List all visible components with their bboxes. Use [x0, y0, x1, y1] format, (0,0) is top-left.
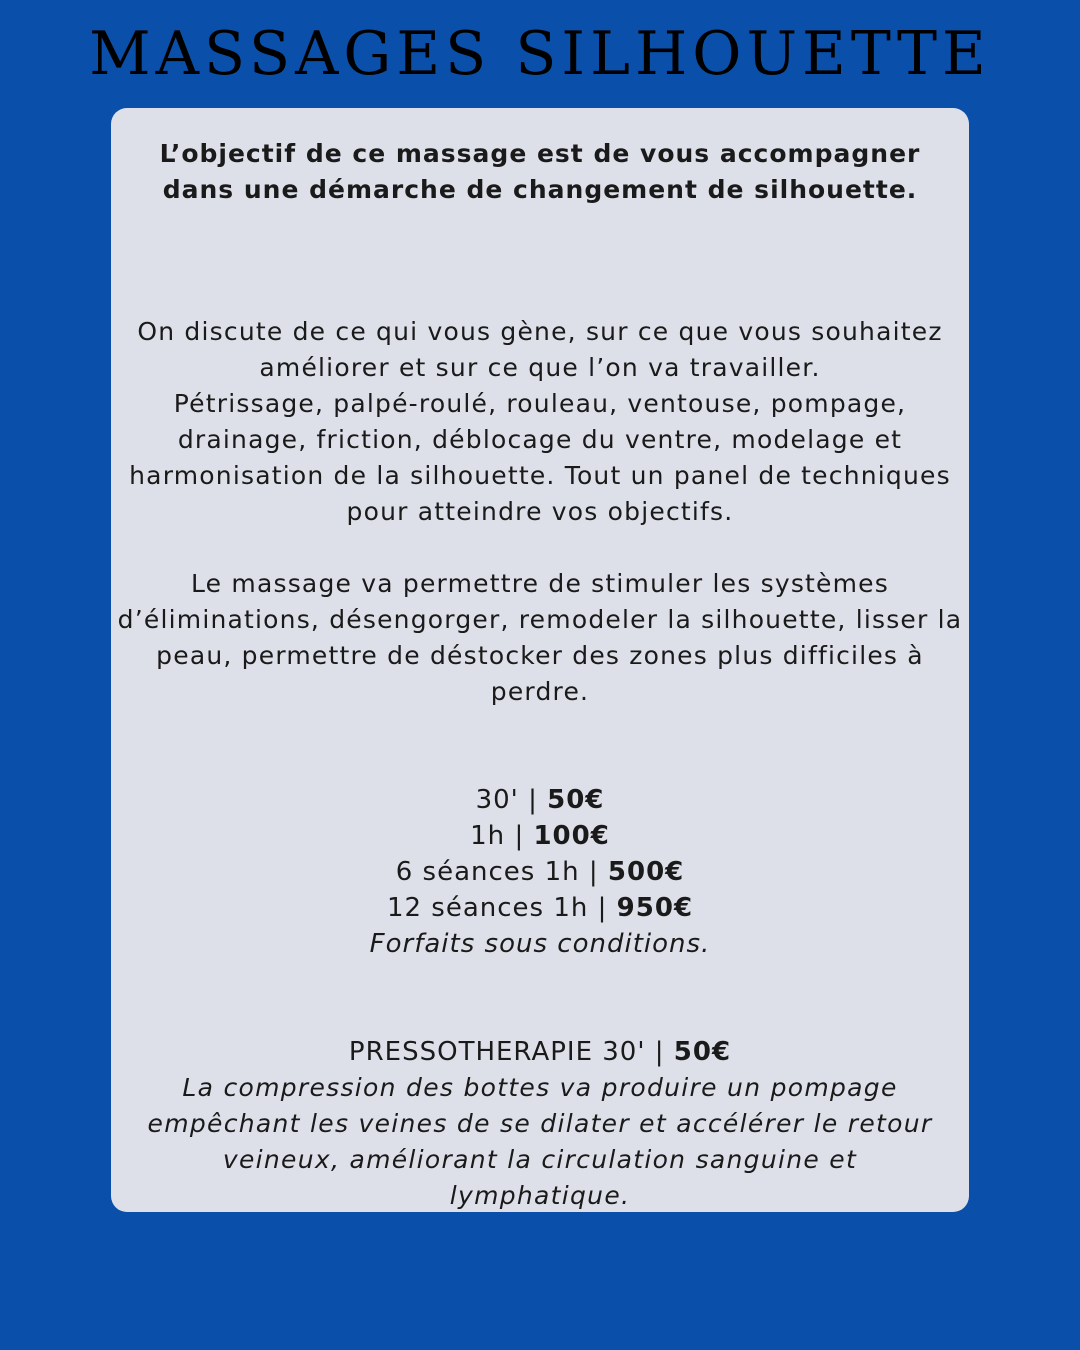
price-label: 6 séances 1h [395, 857, 580, 887]
description-line: perdre. [490, 677, 590, 706]
price-label: 12 séances 1h [386, 893, 589, 923]
price-row [111, 782, 969, 818]
description-line: peau, permettre de déstocker des zones plus difficiles à [156, 641, 924, 670]
price-row [111, 854, 969, 890]
price-amount: 100€ [533, 821, 610, 851]
description-benefits [111, 566, 969, 710]
description-techniques [111, 314, 969, 530]
page-title: MASSAGES SILHOUETTE [89, 19, 991, 89]
price-separator: | [597, 893, 608, 923]
price-amount: 950€ [616, 893, 694, 923]
description-line: On discute de ce qui vous gène, sur ce que vous souhaitez [137, 317, 943, 346]
price-amount: 500€ [607, 857, 685, 887]
price-separator: | [528, 785, 538, 815]
price-separator: | [654, 1037, 665, 1067]
price-amount: 50€ [547, 785, 605, 815]
content-card [111, 108, 969, 1212]
price-list [111, 782, 969, 962]
description-line: pour atteindre vos objectifs. [346, 497, 734, 526]
presso-line: veineux, améliorant la circulation sanguine et lymphatique. [222, 1145, 858, 1210]
presso-description [111, 1070, 969, 1214]
description-line: harmonisation de la silhouette. Tout un panel de techniques [129, 461, 951, 490]
price-row [111, 890, 969, 926]
price-separator: | [514, 821, 525, 851]
description-line: d’éliminations, désengorger, remodeler la silhouette, lisser la [117, 605, 963, 634]
pressotherapie-section [111, 1034, 969, 1214]
prices-note: Forfaits sous conditions. [369, 929, 711, 959]
presso-label: PRESSOTHERAPIE 30' [348, 1037, 646, 1067]
price-separator: | [588, 857, 599, 887]
description-line: Pétrissage, palpé-roulé, rouleau, ventouse, pompage, [173, 389, 907, 418]
price-label: 1h [470, 821, 506, 851]
description-line: améliorer et sur ce que l’on va travailler. [259, 353, 821, 382]
price-label: 30' [475, 785, 519, 815]
presso-line: La compression des bottes va produire un pompage [182, 1073, 898, 1102]
price-row [111, 818, 969, 854]
presso-line: empêchant les veines de se dilater et accélérer le retour [147, 1109, 933, 1138]
presso-price-row [111, 1034, 969, 1070]
description-line: drainage, friction, déblocage du ventre, modelage et [177, 425, 903, 454]
presso-price: 50€ [673, 1037, 732, 1067]
intro-text: L’objectif de ce massage est de vous accompagner dans une démarche de changement de silhouette. [159, 139, 921, 204]
description-line: Le massage va permettre de stimuler les systèmes [190, 569, 889, 598]
